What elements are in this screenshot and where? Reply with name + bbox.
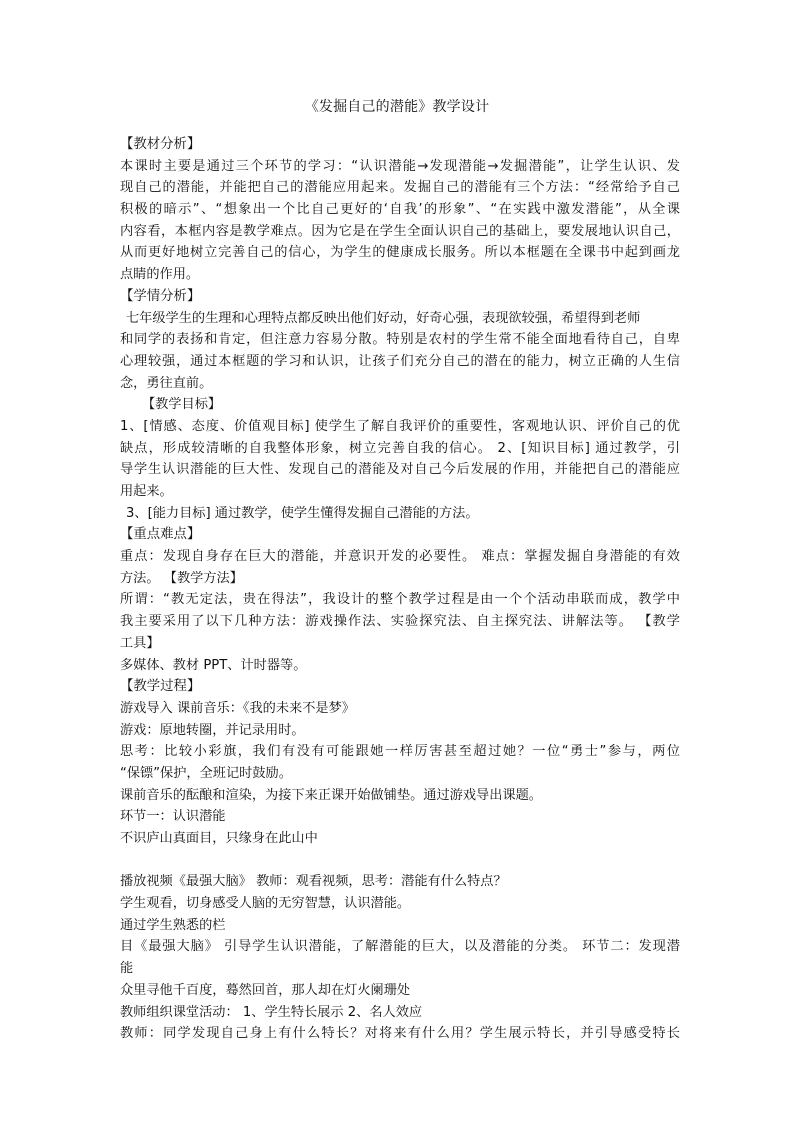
text-line: 多媒体、教材 PPT、计时器等。: [120, 657, 307, 673]
text-line: 教师：同学发现自己身上有什么特长？对将来有什么用？学生展示特长，并引导感受特长: [120, 1026, 680, 1042]
text-line: 方法。 【教学方法】: [120, 570, 243, 586]
section-heading: 【教材分析】: [120, 137, 201, 152]
text-line: 游戏：原地转圈，并记录用时。: [120, 722, 305, 738]
text-line: 心理较强，通过本框题的学习和认识，让孩子们充分自己的潜在的能力，树立正确的人生信: [120, 353, 680, 369]
text-line: 目《最强大脑》 引导学生认识潜能，了解潜能的巨大，以及潜能的分类。 环节二：发现潜: [120, 939, 680, 955]
text-line: 导学生认识潜能的巨大性、发现自己的潜能及对自己今后发展的作用，并能把自己的潜能应: [120, 462, 680, 478]
text-line: 重点：发现自身存在巨大的潜能，并意识开发的必要性。 难点：掌握发掘自身潜能的有效: [120, 549, 680, 565]
text-line: 环节一：认识潜能: [120, 809, 226, 825]
text-line: 众里寻他千百度，蓦然回首，那人却在灯火阑珊处: [120, 982, 411, 998]
text-line: 和同学的表扬和肯定，但注意力容易分散。特别是农村的学生常不能全面地看待自己，自卑: [120, 332, 680, 348]
text-line: 能: [120, 961, 134, 977]
text-line: 我主要采用了以下几种方法：游戏操作法、实验探究法、自主探究法、讲解法等。 【教学: [120, 614, 680, 630]
text-line: 工具】: [120, 635, 160, 651]
text-line: 缺点，形成较清晰的自我整体形象，树立完善自我的信心。 2、[知识目标] 通过教学，引: [120, 440, 680, 456]
text-line: 现自己的潜能，并能把自己的潜能应用起来。发掘自己的潜能有三个方法：“经常给予自己: [120, 180, 680, 196]
blank-line: [120, 850, 680, 872]
document-body: [120, 134, 680, 1045]
text-line: 游戏导入 课前音乐：《我的未来不是梦》: [120, 700, 355, 716]
text-line: 播放视频《最强大脑》 教师：观看视频，思考：潜能有什么特点？: [120, 874, 507, 890]
document-title: 《发掘自己的潜能》教学设计: [304, 99, 490, 115]
section-heading: 【教学过程】: [120, 679, 201, 695]
section-heading: 【重点难点】: [120, 527, 201, 543]
text-line: 所谓：“教无定法，贵在得法”，我设计的整个教学过程是由一个个活动串联而成，教学中: [120, 592, 680, 608]
text-line: 课前音乐的酝酿和渲染，为接下来正课开始做铺垫。通过游戏导出课题。: [120, 787, 542, 803]
text-line: 点睛的作用。: [120, 267, 200, 283]
text-line: 用起来。: [120, 484, 173, 499]
text-line: 从而更好地树立完善自己的信心，为学生的健康成长服务。所以本框题在全课书中起到画龙: [120, 245, 680, 261]
text-line: 思考：比较小彩旗，我们有没有可能跟她一样厉害甚至超过她？一位“勇士”参与，两位: [120, 744, 680, 760]
text-line: 1、[情感、态度、价值观目标] 使学生了解自我评价的重要性，客观地认识、评价自己的优: [120, 418, 680, 434]
text-line: 通过学生熟悉的栏: [120, 917, 226, 933]
section-heading: 【教学目标】: [142, 397, 222, 413]
text-line: 本课时主要是通过三个环节的学习：“认识潜能→发现潜能→发掘潜能”，让学生认识、发: [120, 158, 680, 174]
text-line: 念，勇往直前。: [120, 375, 213, 391]
text-line: “保镖”保护，全班记时鼓励。: [120, 765, 292, 781]
text-line: 积极的暗示”、“想象出一个比自己更好的‘自我’的形象”、“在实践中激发潜能”，从全课: [120, 202, 680, 218]
text-line: 内容看，本框内容是教学难点。因为它是在学生全面认识自己的基础上，要发展地认识自己，: [120, 223, 680, 239]
text-line: 七年级学生的生理和心理特点都反映出他们好动，好奇心强，表现欲较强，希望得到老师: [126, 310, 641, 326]
text-line: 教师组织课堂活动： 1、学生特长展示 2、名人效应: [120, 1004, 423, 1020]
text-line: 学生观看，切身感受人脑的无穷智慧，认识潜能。: [120, 896, 411, 912]
section-heading: 【学情分析】: [120, 288, 201, 304]
text-line: 不识庐山真面目，只缘身在此山中: [120, 831, 318, 846]
text-line: 3、[能力目标] 通过教学，使学生懂得发掘自己潜能的方法。: [126, 505, 479, 521]
